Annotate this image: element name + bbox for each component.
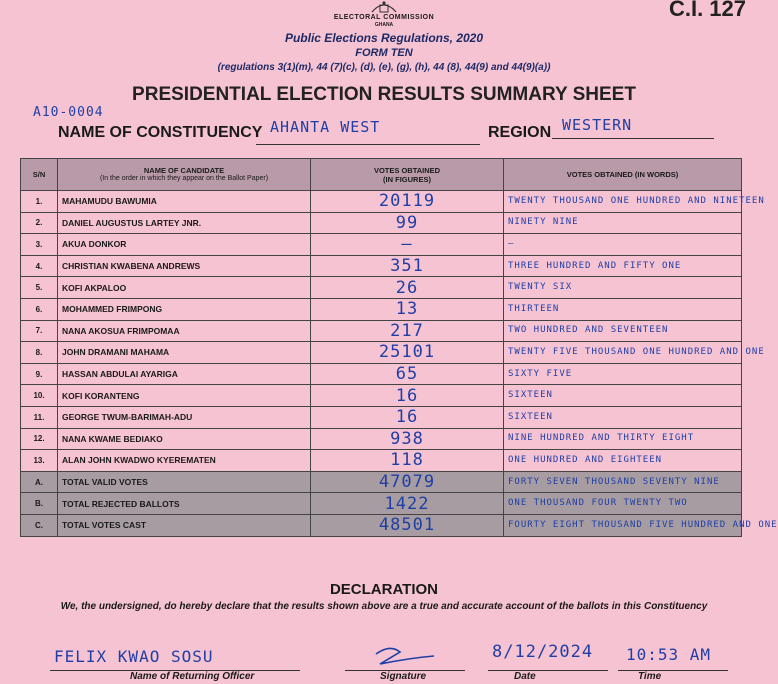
- table-row: [21, 277, 742, 299]
- time-value: 10:53 AM: [626, 645, 712, 664]
- votes-figures: 118: [311, 450, 504, 472]
- header-figures: [311, 159, 504, 191]
- summary-row: [21, 471, 742, 493]
- candidate-name: GEORGE TWUM-BARIMAH-ADU: [58, 406, 311, 428]
- candidate-rows: [21, 191, 778, 537]
- votes-figures: —: [311, 234, 504, 256]
- candidate-name: JOHN DRAMANI MAHAMA: [58, 342, 311, 364]
- votes-words: TWO HUNDRED AND SEVENTEEN: [504, 320, 742, 342]
- votes-figures: 938: [311, 428, 504, 450]
- candidate-name: MAHAMUDU BAWUMIA: [58, 191, 311, 213]
- constituency-label: NAME OF CONSTITUENCY: [58, 124, 263, 141]
- row-sn: 8.: [21, 342, 58, 364]
- summary-row: [21, 514, 742, 536]
- sheet-title: PRESIDENTIAL ELECTION RESULTS SUMMARY SHEET: [132, 84, 636, 105]
- regulations-reference: (regulations 3(1)(m), 44 (7)(c), (d), (e), (g), (h), 44 (8), 44(9) and 44(9)(a)): [217, 62, 551, 73]
- row-sn: C.: [21, 514, 58, 536]
- votes-figures: 26: [311, 277, 504, 299]
- votes-figures: 65: [311, 363, 504, 385]
- table-row: [21, 191, 742, 213]
- table-row: [21, 450, 742, 472]
- header-sn: S/N: [21, 159, 58, 191]
- row-sn: 2.: [21, 212, 58, 234]
- candidate-name: MOHAMMED FRIMPONG: [58, 298, 311, 320]
- candidate-name: NANA KWAME BEDIAKO: [58, 428, 311, 450]
- row-sn: 6.: [21, 298, 58, 320]
- votes-figures: 20119: [311, 191, 504, 213]
- summary-row: [21, 493, 742, 515]
- row-sn: A.: [21, 471, 58, 493]
- candidate-name: HASSAN ABDULAI AYARIGA: [58, 363, 311, 385]
- votes-words: —: [504, 234, 742, 256]
- row-sn: 5.: [21, 277, 58, 299]
- votes-figures: 217: [311, 320, 504, 342]
- row-sn: 12.: [21, 428, 58, 450]
- votes-words: ONE THOUSAND FOUR TWENTY TWO: [504, 493, 742, 515]
- row-sn: 7.: [21, 320, 58, 342]
- table-row: [21, 298, 742, 320]
- results-table: [20, 158, 778, 537]
- votes-figures: 16: [311, 385, 504, 407]
- votes-words: FOURTY EIGHT THOUSAND FIVE HUNDRED AND ONE: [504, 514, 742, 536]
- candidate-name: TOTAL VALID VOTES: [58, 471, 311, 493]
- table-row: [21, 255, 742, 277]
- header-candidate-label: NAME OF CANDIDATE: [143, 165, 225, 175]
- returning-officer-label: Name of Returning Officer: [130, 671, 255, 682]
- row-sn: 1.: [21, 191, 58, 213]
- declaration-title: DECLARATION: [329, 581, 439, 598]
- votes-figures: 48501: [311, 514, 504, 536]
- table-row: [21, 428, 742, 450]
- table-header-row: [21, 159, 742, 191]
- votes-words: NINETY NINE: [504, 212, 742, 234]
- votes-figures: 13: [311, 298, 504, 320]
- candidate-name: NANA AKOSUA FRIMPOMAA: [58, 320, 311, 342]
- row-sn: B.: [21, 493, 58, 515]
- row-sn: 3.: [21, 234, 58, 256]
- region-underline: [552, 138, 714, 139]
- date-underline: [488, 670, 608, 671]
- table-row: [21, 212, 742, 234]
- time-underline: [618, 670, 728, 671]
- candidate-name: KOFI KORANTENG: [58, 385, 311, 407]
- row-sn: 9.: [21, 363, 58, 385]
- signature-scribble: [370, 640, 440, 670]
- table-row: [21, 406, 742, 428]
- region-value: WESTERN: [562, 116, 633, 134]
- region-label: REGION: [488, 124, 552, 141]
- regulations-title: Public Elections Regulations, 2020: [284, 31, 484, 45]
- form-name: FORM TEN: [355, 47, 413, 59]
- constituency-value: AHANTA WEST: [270, 118, 381, 136]
- commission-name: ELECTORAL COMMISSION: [333, 14, 435, 21]
- candidate-name: DANIEL AUGUSTUS LARTEY JNR.: [58, 212, 311, 234]
- returning-officer-name: FELIX KWAO SOSU: [54, 647, 214, 666]
- votes-words: ONE HUNDRED AND EIGHTEEN: [504, 450, 742, 472]
- candidate-name: TOTAL REJECTED BALLOTS: [58, 493, 311, 515]
- date-label: Date: [514, 671, 536, 682]
- candidate-name: ALAN JOHN KWADWO KYEREMATEN: [58, 450, 311, 472]
- commission-country: GHANA: [374, 22, 394, 28]
- candidate-name: KOFI AKPALOO: [58, 277, 311, 299]
- candidate-name: AKUA DONKOR: [58, 234, 311, 256]
- row-sn: 13.: [21, 450, 58, 472]
- votes-words: TWENTY THOUSAND ONE HUNDRED AND NINETEEN: [504, 191, 742, 213]
- header-figures-sub: (IN FIGURES): [383, 174, 431, 184]
- votes-words: FORTY SEVEN THOUSAND SEVENTY NINE: [504, 471, 742, 493]
- votes-words: SIXTEEN: [504, 406, 742, 428]
- votes-words: THIRTEEN: [504, 298, 742, 320]
- votes-words: SIXTY FIVE: [504, 363, 742, 385]
- votes-words: TWENTY SIX: [504, 277, 742, 299]
- votes-figures: 47079: [311, 471, 504, 493]
- candidate-name: TOTAL VOTES CAST: [58, 514, 311, 536]
- header-candidate: [58, 159, 311, 191]
- table-row: [21, 320, 742, 342]
- votes-figures: 1422: [311, 493, 504, 515]
- votes-words: THREE HUNDRED AND FIFTY ONE: [504, 255, 742, 277]
- row-sn: 11.: [21, 406, 58, 428]
- declaration-text: We, the undersigned, do hereby declare that the results shown above are a true and accurate account of the ballots in this Constituency: [60, 601, 708, 612]
- votes-figures: 16: [311, 406, 504, 428]
- constituency-underline: [256, 144, 480, 145]
- header-words: VOTES OBTAINED (IN WORDS): [504, 159, 742, 191]
- table-row: [21, 385, 742, 407]
- candidate-name: CHRISTIAN KWABENA ANDREWS: [58, 255, 311, 277]
- constituency-code: A10-0004: [33, 105, 104, 120]
- header-candidate-sub: (In the order in which they appear on the Ballot Paper): [99, 174, 269, 182]
- votes-words: NINE HUNDRED AND THIRTY EIGHT: [504, 428, 742, 450]
- votes-figures: 25101: [311, 342, 504, 364]
- table-row: [21, 342, 742, 364]
- date-value: 8/12/2024: [492, 642, 594, 662]
- form-code: C.I. 127: [668, 0, 746, 21]
- header-figures-label: VOTES OBTAINED: [373, 165, 441, 175]
- table-row: [21, 234, 742, 256]
- table-row: [21, 363, 742, 385]
- votes-figures: 351: [311, 255, 504, 277]
- votes-words: TWENTY FIVE THOUSAND ONE HUNDRED AND ONE: [504, 342, 742, 364]
- coat-of-arms-icon: [368, 0, 400, 14]
- votes-words: SIXTEEN: [504, 385, 742, 407]
- time-label: Time: [638, 671, 662, 682]
- votes-figures: 99: [311, 212, 504, 234]
- row-sn: 10.: [21, 385, 58, 407]
- row-sn: 4.: [21, 255, 58, 277]
- signature-label: Signature: [380, 671, 427, 682]
